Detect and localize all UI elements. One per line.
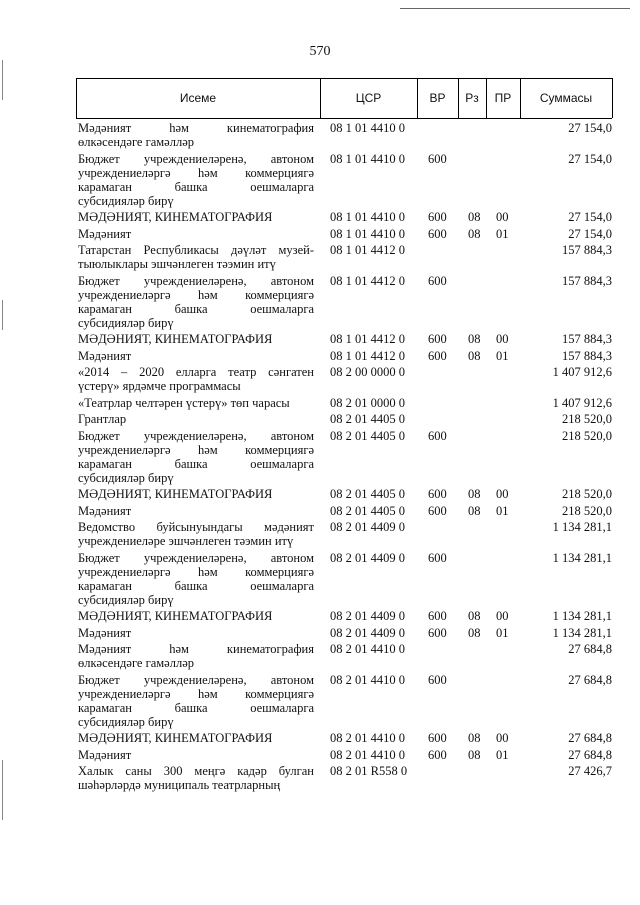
row-name-line: Бюджет учреждениеләренә, автоном <box>78 151 314 166</box>
row-sum: 1 134 281,1 <box>552 625 612 640</box>
row-name <box>78 152 314 208</box>
row-name-line: Ведомство буйсынуындагы мәдәният <box>78 520 314 534</box>
row-name-line: шәһәрләрдә муниципаль театрларның <box>78 778 281 792</box>
row-csr: 08 2 01 4405 0 <box>330 428 405 443</box>
row-rz: 08 <box>468 210 481 224</box>
row-pr: 00 <box>496 487 509 501</box>
row-name <box>78 504 314 518</box>
row-vr: 600 <box>428 226 447 241</box>
row-csr: 08 2 01 4409 0 <box>330 609 405 623</box>
row-vr: 600 <box>428 747 447 762</box>
row-sum: 27 684,8 <box>568 731 612 745</box>
table-row <box>76 243 612 271</box>
row-name-line: учреждениеләргә һәм коммерциягә <box>78 165 314 180</box>
row-name-line: өлкәсендәге гамәлләр <box>78 656 194 670</box>
row-name <box>78 520 314 548</box>
header-vr: ВР <box>429 91 446 105</box>
row-csr: 08 2 01 4405 0 <box>330 503 405 518</box>
row-pr: 00 <box>496 609 509 623</box>
row-sum: 27 684,8 <box>568 642 612 656</box>
table-row <box>76 210 612 224</box>
table-row <box>76 626 612 640</box>
row-name <box>78 642 314 670</box>
row-name-line: Мәдәният <box>78 226 132 241</box>
row-rz: 08 <box>468 348 481 363</box>
row-csr: 08 2 00 0000 0 <box>330 365 405 379</box>
row-csr: 08 2 01 4405 0 <box>330 412 405 426</box>
row-sum: 157 884,3 <box>562 332 612 346</box>
table-row <box>76 412 612 426</box>
row-rz: 08 <box>468 609 481 623</box>
row-name <box>78 429 314 485</box>
row-csr: 08 1 01 4410 0 <box>330 226 405 241</box>
row-name-line: Мәдәният <box>78 503 132 518</box>
row-name-line: МӘДӘНИЯТ, КИНЕМАТОГРАФИЯ <box>78 487 273 501</box>
row-sum: 1 407 912,6 <box>552 395 612 410</box>
row-vr: 600 <box>428 210 447 224</box>
row-pr: 01 <box>496 747 509 762</box>
row-csr: 08 1 01 4410 0 <box>330 210 405 224</box>
row-pr: 01 <box>496 503 509 518</box>
row-name <box>78 487 314 501</box>
row-csr: 08 2 01 R558 0 <box>330 764 408 778</box>
table-row <box>76 609 612 623</box>
row-name-line: тыюлыклары эшчәнлеген тәэмин итү <box>78 257 276 271</box>
row-rz: 08 <box>468 332 481 346</box>
row-name-line: карамаган башка оешмаларга <box>78 700 314 715</box>
row-name-line: МӘДӘНИЯТ, КИНЕМАТОГРАФИЯ <box>78 609 273 623</box>
row-vr: 600 <box>428 672 447 687</box>
row-name <box>78 412 314 426</box>
row-sum: 1 134 281,1 <box>552 609 612 623</box>
table-row <box>76 520 612 548</box>
row-sum: 27 154,0 <box>568 151 612 166</box>
row-rz: 08 <box>468 747 481 762</box>
table-row <box>76 152 612 208</box>
row-name-line: карамаган башка оешмаларга <box>78 578 314 593</box>
row-name <box>78 396 314 410</box>
row-name-line: Бюджет учреждениеләренә, автоном <box>78 672 314 687</box>
row-name-line: карамаган башка оешмаларга <box>78 301 314 316</box>
row-name <box>78 121 314 149</box>
row-rz: 08 <box>468 625 481 640</box>
row-sum: 218 520,0 <box>562 412 612 426</box>
table-row <box>76 274 612 330</box>
row-sum: 27 426,7 <box>568 764 612 778</box>
row-name <box>78 626 314 640</box>
table-row <box>76 642 612 670</box>
row-sum: 218 520,0 <box>562 503 612 518</box>
table-row <box>76 121 612 149</box>
row-csr: 08 1 01 4412 0 <box>330 332 405 346</box>
row-name-line: Татарстан Республикасы дәүләт музей- <box>78 243 314 257</box>
row-name <box>78 731 314 745</box>
table-row <box>76 748 612 762</box>
scan-edge-mark <box>2 60 3 100</box>
row-name-line: учреждениеләргә һәм коммерциягә <box>78 564 314 579</box>
row-vr: 600 <box>428 609 447 623</box>
row-csr: 08 1 01 4412 0 <box>330 273 405 288</box>
row-sum: 27 684,8 <box>568 672 612 687</box>
row-vr: 600 <box>428 625 447 640</box>
row-vr: 600 <box>428 731 447 745</box>
row-sum: 157 884,3 <box>562 273 612 288</box>
table-row <box>76 396 612 410</box>
row-name <box>78 210 314 224</box>
header-name: Исеме <box>179 91 217 105</box>
row-name-line: Грантлар <box>78 412 127 426</box>
row-csr: 08 1 01 4412 0 <box>330 243 405 257</box>
row-name <box>78 609 314 623</box>
table-row <box>76 487 612 501</box>
row-name-line: «2014 – 2020 елларга театр сәнгатен <box>78 365 314 379</box>
row-vr: 600 <box>428 332 447 346</box>
table-row <box>76 764 612 792</box>
row-name-line: Мәдәният һәм кинематография <box>78 642 314 656</box>
row-name-line: Бюджет учреждениеләренә, автоном <box>78 273 314 288</box>
header-divider <box>612 78 613 118</box>
header-bottom-border <box>76 118 612 119</box>
row-pr: 00 <box>496 731 509 745</box>
row-csr: 08 2 01 4410 0 <box>330 642 405 656</box>
row-name <box>78 365 314 393</box>
row-name-line: субсидияләр бирү <box>78 470 174 485</box>
row-sum: 27 154,0 <box>568 226 612 241</box>
row-name-line: МӘДӘНИЯТ, КИНЕМАТОГРАФИЯ <box>78 210 273 224</box>
row-csr: 08 1 01 4410 0 <box>330 121 405 135</box>
header-pr: ПР <box>494 91 512 105</box>
row-name-line: учреждениеләргә һәм коммерциягә <box>78 287 314 302</box>
scan-edge-mark <box>2 300 3 330</box>
row-name <box>78 673 314 729</box>
row-sum: 1 134 281,1 <box>552 520 612 534</box>
row-pr: 01 <box>496 625 509 640</box>
row-rz: 08 <box>468 226 481 241</box>
row-pr: 01 <box>496 226 509 241</box>
row-name-line: үстерү» ярдәмче программасы <box>78 379 241 393</box>
row-name-line: Халык саны 300 меңгә кадәр булган <box>78 764 314 778</box>
row-name-line: учреждениеләргә һәм коммерциягә <box>78 686 314 701</box>
row-csr: 08 2 01 4409 0 <box>330 550 405 565</box>
row-rz: 08 <box>468 487 481 501</box>
row-name-line: субсидияләр бирү <box>78 193 174 208</box>
scan-edge-mark <box>2 760 3 820</box>
row-sum: 1 407 912,6 <box>552 365 612 379</box>
row-csr: 08 2 01 4410 0 <box>330 731 405 745</box>
row-vr: 600 <box>428 503 447 518</box>
row-csr: 08 2 01 4410 0 <box>330 747 405 762</box>
row-sum: 27 154,0 <box>568 210 612 224</box>
row-name-line: Мәдәният <box>78 625 132 640</box>
row-csr: 08 2 01 4409 0 <box>330 520 405 534</box>
row-sum: 27 154,0 <box>568 121 612 135</box>
row-name-line: Бюджет учреждениеләренә, автоном <box>78 550 314 565</box>
row-pr: 01 <box>496 348 509 363</box>
row-name-line: субсидияләр бирү <box>78 315 174 330</box>
header-rz: Рз <box>465 91 479 105</box>
row-csr: 08 1 01 4412 0 <box>330 348 405 363</box>
row-vr: 600 <box>428 550 447 565</box>
row-csr: 08 2 01 4409 0 <box>330 625 405 640</box>
row-name <box>78 274 314 330</box>
row-name-line: МӘДӘНИЯТ, КИНЕМАТОГРАФИЯ <box>78 332 273 346</box>
row-sum: 157 884,3 <box>562 348 612 363</box>
row-name-line: Мәдәният <box>78 747 132 762</box>
row-name-line: Мәдәният <box>78 348 132 363</box>
row-name-line: карамаган башка оешмаларга <box>78 179 314 194</box>
row-csr: 08 1 01 4410 0 <box>330 151 405 166</box>
row-csr: 08 2 01 4410 0 <box>330 672 405 687</box>
row-name-line: МӘДӘНИЯТ, КИНЕМАТОГРАФИЯ <box>78 731 273 745</box>
row-sum: 27 684,8 <box>568 747 612 762</box>
row-name <box>78 243 314 271</box>
row-vr: 600 <box>428 487 447 501</box>
row-name <box>78 551 314 607</box>
row-name-line: учреждениеләргә һәм коммерциягә <box>78 442 314 457</box>
table-row <box>76 349 612 363</box>
table-row <box>76 673 612 729</box>
row-name-line: Мәдәният һәм кинематография <box>78 121 314 135</box>
row-sum: 218 520,0 <box>562 487 612 501</box>
table-row <box>76 227 612 241</box>
row-name <box>78 332 314 346</box>
row-name-line: учреждениеләре эшчәнлеген тәэмин итү <box>78 534 294 548</box>
row-sum: 1 134 281,1 <box>552 550 612 565</box>
row-vr: 600 <box>428 273 447 288</box>
row-pr: 00 <box>496 210 509 224</box>
row-name <box>78 349 314 363</box>
row-vr: 600 <box>428 151 447 166</box>
top-rule <box>400 8 630 9</box>
row-name <box>78 764 314 792</box>
row-name <box>78 748 314 762</box>
table-row <box>76 429 612 485</box>
row-sum: 218 520,0 <box>562 428 612 443</box>
row-rz: 08 <box>468 503 481 518</box>
row-name-line: субсидияләр бирү <box>78 592 174 607</box>
row-csr: 08 2 01 0000 0 <box>330 395 405 410</box>
row-name-line: өлкәсендәге гамәлләр <box>78 135 194 149</box>
table-row <box>76 731 612 745</box>
row-name-line: субсидияләр бирү <box>78 714 174 729</box>
row-sum: 157 884,3 <box>562 243 612 257</box>
row-name-line: «Театрлар челтәрен үстерү» төп чарасы <box>78 395 290 410</box>
table-row <box>76 504 612 518</box>
page-number: 570 <box>309 44 331 59</box>
header-sum: Суммасы <box>539 91 593 105</box>
row-vr: 600 <box>428 348 447 363</box>
row-name <box>78 227 314 241</box>
table-row <box>76 365 612 393</box>
table-row <box>76 551 612 607</box>
row-vr: 600 <box>428 428 447 443</box>
table-row <box>76 332 612 346</box>
row-csr: 08 2 01 4405 0 <box>330 487 405 501</box>
row-pr: 00 <box>496 332 509 346</box>
row-rz: 08 <box>468 731 481 745</box>
row-name-line: карамаган башка оешмаларга <box>78 456 314 471</box>
row-name-line: Бюджет учреждениеләренә, автоном <box>78 428 314 443</box>
header-csr: ЦСР <box>355 91 382 105</box>
